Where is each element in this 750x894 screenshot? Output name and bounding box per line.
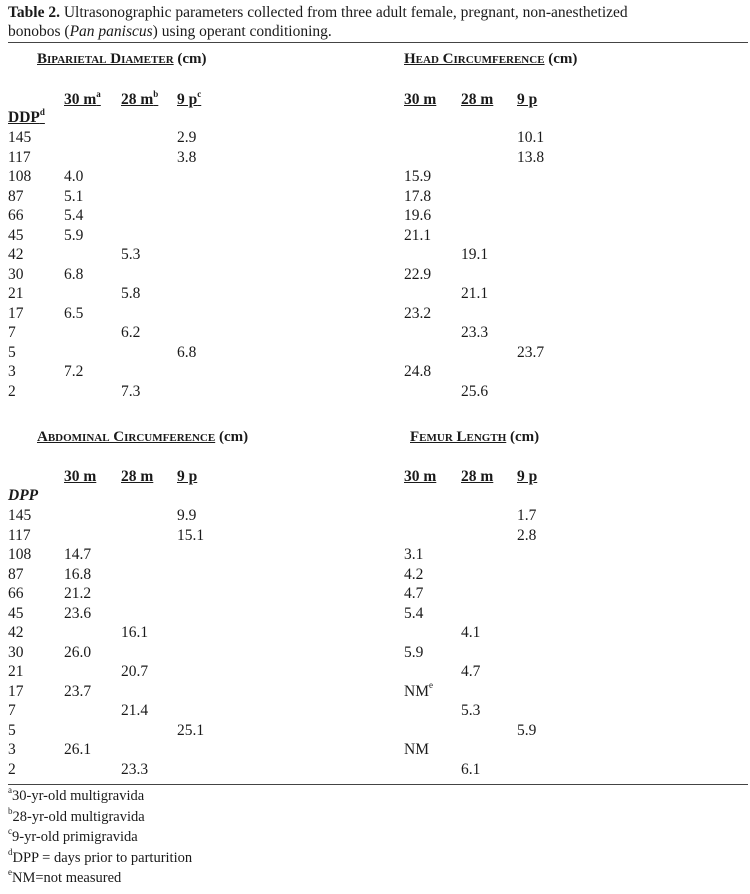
row-dpp: 30 [8,265,24,283]
bpd-value: 3.8 [177,148,197,166]
bpd-value: 6.5 [64,304,84,322]
footnote-text: 28-yr-old multigravida [12,808,145,825]
fl-value [404,740,429,760]
row-dpp: 66 [8,207,24,224]
col-header-label: 30 m [64,91,97,108]
row-dpp: 21 [8,285,24,302]
row-dpp: 3 [8,741,16,758]
footnote [8,787,144,807]
hc-title: Head Circumference [404,51,545,67]
col-header-label: 28 m [461,468,494,485]
ac-value: 20.7 [121,663,149,680]
row-dpp: 145 [8,129,32,146]
fl-value [461,760,480,780]
fl-value [404,565,423,585]
row-dpp: 45 [8,604,24,622]
fl-col-header [461,467,493,487]
hc-value: 24.8 [404,363,432,380]
row-dpp: 30 [8,643,24,661]
col-header-label: 28 m [461,91,494,108]
col-header-label: 9 p [177,468,198,485]
bpd-col-header [64,90,101,110]
fl-value [517,506,536,526]
hc-value: 21.1 [461,285,489,302]
ac-value: 21.2 [64,585,92,602]
fl-value-text: 1.7 [517,507,537,524]
bpd-value: 5.9 [64,226,84,244]
ac-value: 23.3 [121,760,149,778]
footnote-marker: a [8,785,12,796]
bpd-col-header [121,90,158,110]
hc-value: 13.8 [517,148,545,166]
ac-value: 23.7 [64,682,92,700]
row-dpp: 42 [8,624,24,641]
row-header-dpp [8,108,45,128]
fl-value-text: 4.1 [461,624,481,641]
bpd-value: 7.3 [121,382,141,400]
footnote-marker: b [8,805,13,816]
hc-value: 19.1 [461,246,489,263]
ac-value: 21.4 [121,702,149,719]
fl-value-text: 4.7 [461,663,481,680]
hc-unit: (cm) [544,51,578,67]
bpd-value: 5.3 [121,246,141,263]
caption-text-2b: ) using operant conditioning. [152,23,332,40]
table-label: Table 2. [8,4,60,21]
hc-value: 23.2 [404,304,432,322]
fl-value [404,545,423,565]
footnote [8,805,145,828]
row-dpp: 7 [8,324,16,341]
fl-col-header [517,467,537,487]
footnote-marker: a [96,88,101,99]
hc-value: 23.7 [517,343,545,361]
ac-value: 9.9 [177,507,197,524]
fl-value-text: 5.3 [461,702,481,719]
fl-value-text: 6.1 [461,760,481,778]
ac-value: 16.1 [121,624,149,641]
fl-value [404,604,423,624]
footnote-marker: c [197,88,202,99]
footnote-text: DPP = days prior to parturition [12,849,193,866]
hc-col-header [461,90,493,110]
fl-value-text: NM [404,741,429,758]
col-header-label: 9 p [517,91,538,108]
footnote-text: 9-yr-old primigravida [12,829,138,845]
ac-value: 14.7 [64,546,92,563]
fl-value-text: 3.1 [404,546,424,563]
caption-text: Ultrasonographic parameters collected from three adult female, pregnant, non-anesthetized [59,4,628,21]
footnote [8,828,138,848]
row-dpp: 45 [8,226,24,244]
bpd-value: 5.1 [64,187,84,205]
col-header-label: 28 m [121,91,154,108]
fl-value [404,643,423,663]
row-dpp: 66 [8,585,24,602]
table-caption [8,3,748,41]
ac-value: 15.1 [177,526,205,544]
caption-line-2 [8,22,748,41]
row-dpp: 3 [8,363,16,380]
row-header-label: DPP [8,487,39,504]
fl-value-text: 5.9 [404,643,424,661]
bpd-value: 5.8 [121,285,141,302]
bpd-value: 5.4 [64,207,84,224]
ac-value: 26.0 [64,643,92,661]
row-dpp: 117 [8,148,31,166]
footnote-text: NM=not measured [12,870,122,886]
col-header-label: 9 p [517,468,538,485]
fl-value-text: NM [404,682,429,700]
fl-value-text: 5.4 [404,604,424,622]
col-header-label: 30 m [64,468,97,485]
row-dpp: 21 [8,663,24,680]
footnote [8,869,121,889]
hc-value: 22.9 [404,265,432,283]
bpd-value: 2.9 [177,129,197,146]
fl-value [517,721,536,741]
bpd-value: 6.8 [64,265,84,283]
bpd-value: 4.0 [64,168,84,185]
row-dpp: 42 [8,246,24,263]
hc-col-header [404,90,436,110]
fl-value [404,584,423,604]
bpd-value: 6.2 [121,324,141,341]
row-dpp: 5 [8,721,16,739]
col-header-label: 9 p [177,91,198,108]
row-dpp: 2 [8,760,16,778]
section-title-fl [410,428,539,448]
row-header-dpp [8,486,38,506]
row-dpp: 17 [8,682,24,700]
footnote-marker: e [8,867,12,878]
ac-col-header [121,467,153,487]
fl-unit: (cm) [506,429,540,445]
fl-col-header [404,467,436,487]
section-title-bpd [37,50,207,70]
hc-col-header [517,90,537,110]
caption-text-2a: bonobos ( [8,23,70,40]
ac-title: Abdominal Circumference [37,429,216,445]
col-header-label: 28 m [121,468,154,485]
fl-value-text: 4.2 [404,565,424,583]
caption-divider [8,42,748,43]
bpd-unit: (cm) [173,51,207,67]
row-dpp: 7 [8,702,16,719]
ac-value: 25.1 [177,721,205,739]
caption-line-1 [8,3,748,22]
footnote [8,846,193,869]
hc-value: 15.9 [404,168,432,185]
footnote-marker: c [8,826,12,837]
ac-value: 26.1 [64,741,92,758]
hc-value: 10.1 [517,129,545,146]
fl-title: Femur Length [410,429,507,445]
row-dpp: 87 [8,565,24,583]
row-dpp: 117 [8,526,31,544]
row-dpp: 87 [8,187,24,205]
section-title-hc [404,50,577,70]
row-dpp: 17 [8,304,24,322]
footnote-marker: d [8,846,13,857]
row-dpp: 108 [8,168,32,185]
hc-value: 23.3 [461,324,489,341]
fl-value-text: 2.8 [517,526,537,544]
hc-value: 21.1 [404,226,432,244]
ac-col-header [177,467,197,487]
fl-value [461,662,480,682]
footnote-marker: b [153,88,159,99]
fl-value [404,682,433,702]
section-title-ac [37,428,248,448]
hc-value: 25.6 [461,382,489,400]
ac-unit: (cm) [215,429,249,445]
ac-col-header [64,467,96,487]
row-dpp: 108 [8,546,32,563]
fl-value [517,526,536,546]
fl-value-text: 5.9 [517,721,537,739]
hc-value: 17.8 [404,187,432,205]
row-dpp: 5 [8,343,16,361]
bpd-value: 6.8 [177,343,197,361]
bpd-col-header [177,90,201,110]
footnote-marker: d [39,106,45,117]
col-header-label: 30 m [404,468,437,485]
ac-value: 16.8 [64,565,92,583]
bpd-value: 7.2 [64,363,84,380]
footnote-text: 30-yr-old multigravida [12,788,145,804]
hc-value: 19.6 [404,207,432,224]
fl-value-text: 4.7 [404,585,424,602]
species-name: Pan paniscus [69,23,153,40]
fl-value [461,623,480,643]
bpd-title: Biparietal Diameter [37,51,174,67]
row-header-label: DDP [8,109,40,126]
row-dpp: 145 [8,507,32,524]
col-header-label: 30 m [404,91,437,108]
row-dpp: 2 [8,382,16,400]
ac-value: 23.6 [64,604,92,622]
table-bottom-rule [8,784,748,785]
fl-value [461,701,480,721]
footnote-marker: e [428,680,433,691]
